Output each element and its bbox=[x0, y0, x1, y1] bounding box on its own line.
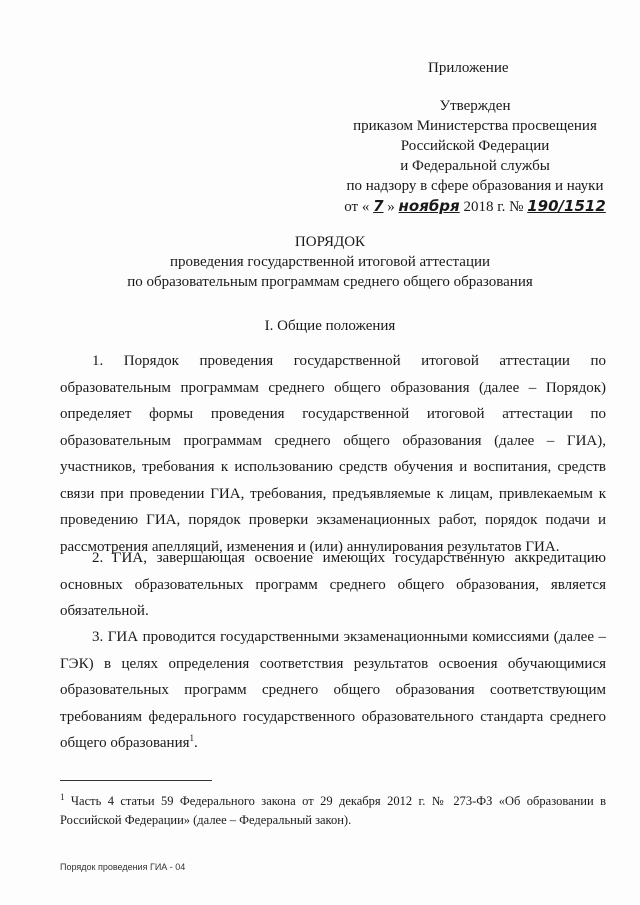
date-prefix: от « bbox=[344, 199, 370, 215]
footnote bbox=[60, 792, 606, 830]
approval-line-2: Российской Федерации bbox=[400, 138, 550, 154]
paragraph-3-text: 3. ГИА проводится государственными экзаменационными комиссиями (далее – ГЭК) в целях определения соответствия результатов освоения обучающимися образовательных программ среднего общего образования соответствующим требованиям федерального государственного образовательного стандарта среднего общего образования bbox=[60, 629, 606, 751]
footnote-mark: 1 bbox=[60, 791, 65, 802]
document-title: ПОРЯДОК bbox=[294, 234, 366, 250]
document-title-block bbox=[60, 232, 600, 292]
footnote-divider bbox=[60, 780, 212, 781]
appendix-label: Приложение bbox=[428, 60, 509, 76]
paragraph-2: 2. ГИА, завершающая освоение имеющих государственную аккредитацию основных образовательных программ среднего общего образования, является обязательной. bbox=[60, 550, 606, 619]
section-title: I. Общие положения bbox=[264, 318, 396, 334]
paragraph-3 bbox=[60, 624, 606, 757]
approval-line-3: и Федеральной службы bbox=[400, 158, 550, 174]
document-subtitle-2: по образовательным программам среднего общего образования bbox=[127, 274, 533, 290]
date-month: ноября bbox=[398, 197, 460, 215]
document-subtitle-1: проведения государственной итоговой аттестации bbox=[169, 254, 491, 270]
date-day: 7 bbox=[373, 197, 384, 215]
page-footer-label: Порядок проведения ГИА - 04 bbox=[60, 862, 186, 872]
footnote-ref[interactable]: 1 bbox=[189, 733, 194, 743]
footnote-text: Часть 4 статьи 59 Федерального закона от 29 декабря 2012 г. № 273-ФЗ «Об образовании в Российской Федерации» (далее – Федеральный закон). bbox=[60, 794, 606, 827]
date-mid: » bbox=[387, 199, 395, 215]
order-number: 190/1512 bbox=[527, 197, 606, 215]
approval-line-4: по надзору в сфере образования и науки bbox=[346, 178, 604, 194]
paragraph-3-end: . bbox=[194, 735, 198, 751]
paragraph-1: 1. Порядок проведения государственной итоговой аттестации по образовательным программам среднего общего образования (далее – Порядок) определяет формы проведения государственной итоговой аттестации по образовательным программам среднего общего образования (далее – ГИА), участников, требования к использованию средств обучения и воспитания, средств связи при проведении ГИА, требования, предъявляемые к лицам, привлекаемым к проведению ГИА, порядок проверки экзаменационных работ, порядок подачи и рассмотрения апелляций, изменения и (или) аннулирования результатов ГИА. bbox=[60, 353, 606, 555]
approved-label: Утвержден bbox=[439, 98, 511, 114]
approval-line-1: приказом Министерства просвещения bbox=[353, 118, 597, 134]
approval-date-line bbox=[330, 196, 620, 217]
date-year: 2018 г. № bbox=[463, 199, 524, 215]
